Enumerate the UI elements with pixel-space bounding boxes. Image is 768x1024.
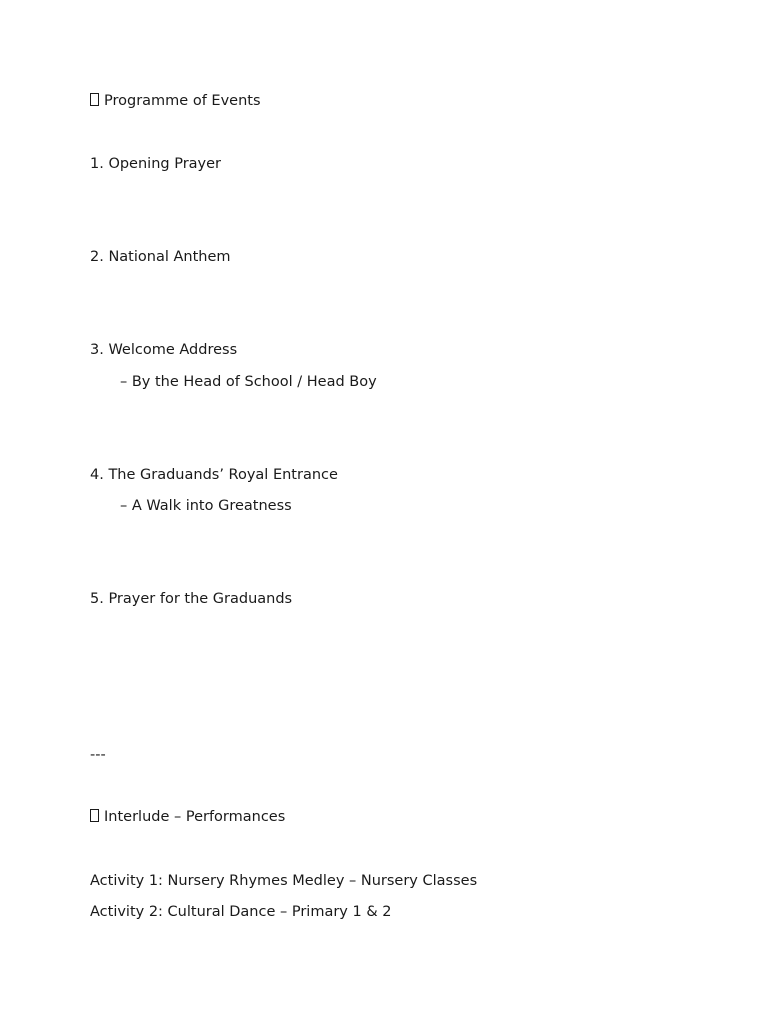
missing-glyph-icon xyxy=(90,93,99,106)
programme-heading-text: Programme of Events xyxy=(104,93,261,109)
programme-item-opening-prayer: 1. Opening Prayer xyxy=(90,156,222,172)
section-separator: --- xyxy=(90,747,106,763)
programme-item-welcome-address-detail: – By the Head of School / Head Boy xyxy=(120,374,377,390)
interlude-heading-text: Interlude – Performances xyxy=(104,809,286,825)
activity-item-cultural-dance: Activity 2: Cultural Dance – Primary 1 & 2 xyxy=(90,904,392,920)
activity-item-nursery-rhymes: Activity 1: Nursery Rhymes Medley – Nursery Classes xyxy=(90,873,478,889)
programme-item-royal-entrance-detail: – A Walk into Greatness xyxy=(120,498,292,514)
programme-item-national-anthem: 2. National Anthem xyxy=(90,249,231,265)
programme-item-prayer-for-graduands: 5. Prayer for the Graduands xyxy=(90,591,293,607)
missing-glyph-icon xyxy=(90,809,99,822)
interlude-heading xyxy=(90,808,285,826)
programme-item-royal-entrance: 4. The Graduands’ Royal Entrance xyxy=(90,467,338,483)
programme-heading xyxy=(90,92,261,110)
programme-item-welcome-address: 3. Welcome Address xyxy=(90,342,238,358)
